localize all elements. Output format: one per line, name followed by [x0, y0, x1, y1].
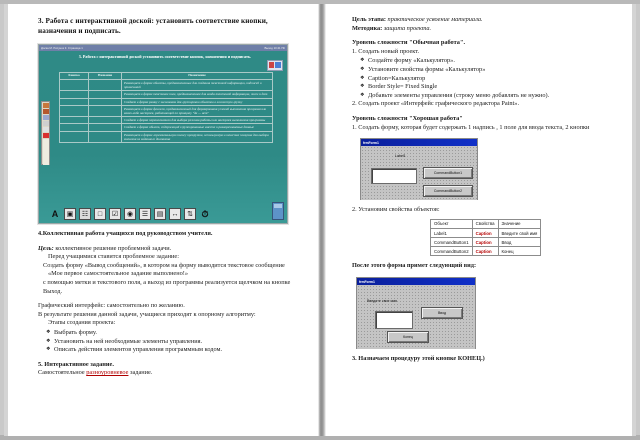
page-title: 3. Работа с интерактивной доской: установить соответствие кнопки, назначения и подписать.	[38, 17, 268, 35]
vb-form-designer-2	[356, 277, 476, 349]
timer-tool-icon[interactable]: ⏱	[201, 208, 209, 219]
image-tool-icon[interactable]: ▣	[64, 208, 76, 220]
list-item: ❖ Установите свойства формы «Калькулятор»	[368, 66, 614, 75]
col-header-value: Значение	[498, 219, 541, 228]
vb-form-1-title: frmForm1	[363, 140, 379, 145]
list-item: ❖ Создайте форму «Калькулятор».	[368, 57, 614, 66]
list-item: ❖ Добавьте элементы управления (строку меню добавлять не нужно).	[368, 92, 614, 101]
row-purpose: Размещает в форме текстовое поле, предназначенное для ввода текстовой информации, чисел и дат	[122, 91, 273, 98]
right-page-content	[352, 16, 614, 364]
list-item: ❖ Установить на ней необходимые элементы управления.	[54, 338, 306, 347]
col-header-property: Свойства	[472, 219, 498, 228]
step2-text: 2. Установим свойства объектов:	[352, 206, 440, 214]
vb-form-1-button-1[interactable]: CommandButton1	[423, 167, 473, 179]
section4-line6: В результате решения данной задачи, учащиеся приходят к опорному алгоритму:	[38, 310, 256, 318]
vb-form-designer-1	[360, 138, 478, 200]
table-row	[431, 247, 541, 256]
vb-form-2-label: Введите свое имя	[367, 299, 397, 304]
section5-text-marked: разноуровневое	[86, 369, 129, 377]
checkbox-tool-icon[interactable]: ☑	[109, 208, 121, 220]
whiteboard-titlebar-left: Доска М. Рисунок 3. Страница 1	[41, 46, 83, 50]
properties-table	[430, 219, 541, 257]
list-tool-icon[interactable]: ☰	[139, 208, 151, 220]
after-text: После этого форма примет следующий вид:	[352, 262, 477, 270]
frame-tool-icon[interactable]: □	[94, 208, 106, 220]
level1-heading: Уровень сложности "Обычная работа".	[352, 39, 466, 47]
level2-item1: 1. Создать форму, которая будет содержать 1 надпись , 1 поле для ввода текста, 2 кнопки	[352, 123, 590, 131]
section5-heading: 5. Интерактивное задание.	[38, 360, 114, 368]
method-label: Методика:	[352, 24, 383, 32]
col-header-name: Название	[89, 73, 122, 80]
cell-property: Caption	[472, 228, 498, 237]
table-row	[60, 131, 273, 142]
col-header-object: Объект	[431, 219, 473, 228]
level1-item2: 2. Создать проект «Интерфейс графического редактора Paint».	[352, 100, 520, 108]
vb-form-1-button-2[interactable]: CommandButton2	[423, 185, 473, 197]
vb-form-1-canvas	[361, 146, 477, 200]
section4-line1: Перед учащимися ставится проблемное задание:	[48, 253, 179, 261]
stage-goal-text: практическое усвоение материала.	[387, 16, 483, 23]
scrollbar-tool-icon[interactable]: ↔	[169, 208, 181, 220]
right-paper-edge	[632, 4, 636, 436]
whiteboard-table	[59, 72, 273, 143]
whiteboard-screenshot	[38, 44, 288, 224]
table-row	[60, 80, 273, 91]
page-gutter	[318, 4, 326, 436]
col-header-button: Кнопка	[60, 73, 89, 80]
whiteboard-canvas	[39, 51, 287, 223]
goal-text: коллективное решение проблемной задачи.	[55, 244, 172, 252]
section4-line4: с помощью метки и текстового поля, а выход из программы реализуется щелчком на кнопке Выход.	[43, 278, 291, 295]
list-item: ❖ Выбрать форму.	[54, 329, 306, 338]
method-text: защита проекта.	[383, 24, 432, 32]
combo-tool-icon[interactable]: ▤	[154, 208, 166, 220]
goal-label: Цель:	[38, 244, 54, 252]
whiteboard-toolbar	[49, 208, 211, 220]
row-purpose: Создает в форме рамку с заголовком для группировки объектов в логическую группу	[122, 98, 273, 105]
section5-text-before: Самостоятельное	[38, 369, 87, 377]
cell-value: Ввод	[498, 238, 541, 247]
app-logo-icon	[267, 60, 283, 71]
section4-line3: «Мое первое самостоятельное задание выполнено!»	[48, 270, 188, 278]
section4-line2: Создать форму «Вывод сообщений», в котором на форму выводится текстовое сообщение	[43, 261, 285, 269]
vb-form-2-textbox[interactable]	[375, 311, 413, 329]
vb-form-2-titlebar	[357, 278, 475, 285]
level2-heading: Уровень сложности "Хорошая работа"	[352, 114, 463, 122]
vb-form-2-button-2[interactable]: Конец	[387, 331, 429, 343]
table-row	[431, 228, 541, 237]
right-page	[326, 4, 632, 436]
text-tool-icon[interactable]: A	[51, 209, 59, 219]
vb-form-2-button-1[interactable]: Ввод	[421, 307, 463, 319]
whiteboard-sidebar-icon[interactable]	[272, 202, 284, 220]
list-item: ❖ Border Style= Fixed Single	[368, 83, 614, 92]
level1-item1: 1. Создать новый проект.	[352, 47, 420, 55]
step3-text: 3. Назначаем процедуру этой кнопке КОНЕЦ.)	[352, 355, 485, 363]
table-header-row	[60, 73, 273, 80]
section4-line7: Этапы создания проекта:	[48, 319, 116, 327]
vb-form-1-titlebar	[361, 139, 477, 146]
list-item: ❖ Caption=Калькулятор	[368, 75, 614, 84]
table-row	[60, 91, 273, 98]
section4-bullet-list	[38, 329, 306, 355]
list-item: ❖ Описать действия элементов управления программным кодом.	[54, 346, 306, 355]
vb-form-2-canvas	[357, 285, 475, 349]
cell-property: Caption	[472, 247, 498, 256]
row-purpose: Создает в форме переключатели для выбора режима работы или настроек выполнения программы	[122, 117, 273, 124]
table-row	[60, 105, 273, 116]
cell-object: CommandButton1	[431, 238, 473, 247]
vb-form-1-textbox[interactable]	[371, 168, 417, 184]
left-page-content	[38, 16, 306, 378]
row-purpose: Размещает в форме горизонтальную полосу прокрутки, используемую в качестве ползунка для выбора значения из заданного диапазона	[122, 131, 273, 142]
cell-object: CommandButton2	[431, 247, 473, 256]
cell-value: Конец	[498, 247, 541, 256]
clipboard-tool-icon[interactable]: ☷	[79, 208, 91, 220]
cell-property: Caption	[472, 238, 498, 247]
cell-object: Label1	[431, 228, 473, 237]
table-row	[60, 124, 273, 131]
whiteboard-heading: 3. Работа с интерактивной доской установить соответствие кнопок, назначения и подписать.	[78, 54, 252, 59]
section5-text-after: задание.	[128, 369, 153, 377]
whiteboard-titlebar-right: Выход 10:41 ПК	[264, 46, 285, 50]
vb-form-2-title: frmForm1	[359, 279, 375, 284]
table-row	[60, 117, 273, 124]
row-purpose: Размещает в форме объекты, предназначенные для создания текстовой информации, подписей и примечаний	[122, 80, 273, 91]
table-row	[431, 238, 541, 247]
vb-form-1-label: Label1	[395, 154, 406, 159]
left-page	[8, 4, 318, 436]
col-header-purpose: Назначение	[122, 73, 273, 80]
spinner-tool-icon[interactable]: ⇅	[184, 208, 196, 220]
section4-heading: 4.Коллективная работа учащихся под руководством учителя.	[38, 230, 213, 237]
row-purpose: Размещает в форме флажок, предназначенный для формирования условий выполнения программ или каких-либо настроек, работающий по принципу "да — нет"	[122, 105, 273, 116]
radio-tool-icon[interactable]: ◉	[124, 208, 136, 220]
table-row	[60, 98, 273, 105]
cell-value: Введите свой имя	[498, 228, 541, 237]
row-purpose: Создает в форме объект, содержащий сгруппированные вместе и разворачиваемые данные	[122, 124, 273, 131]
section4-line5: Графический интерфейс: самостоятельно по желанию.	[38, 302, 185, 310]
stage-goal-label: Цель этапа:	[352, 16, 386, 23]
level1-bullet-list	[352, 57, 614, 100]
section5-text	[38, 369, 306, 378]
table-header-row	[431, 219, 541, 228]
side-palette-icon[interactable]	[41, 101, 50, 165]
